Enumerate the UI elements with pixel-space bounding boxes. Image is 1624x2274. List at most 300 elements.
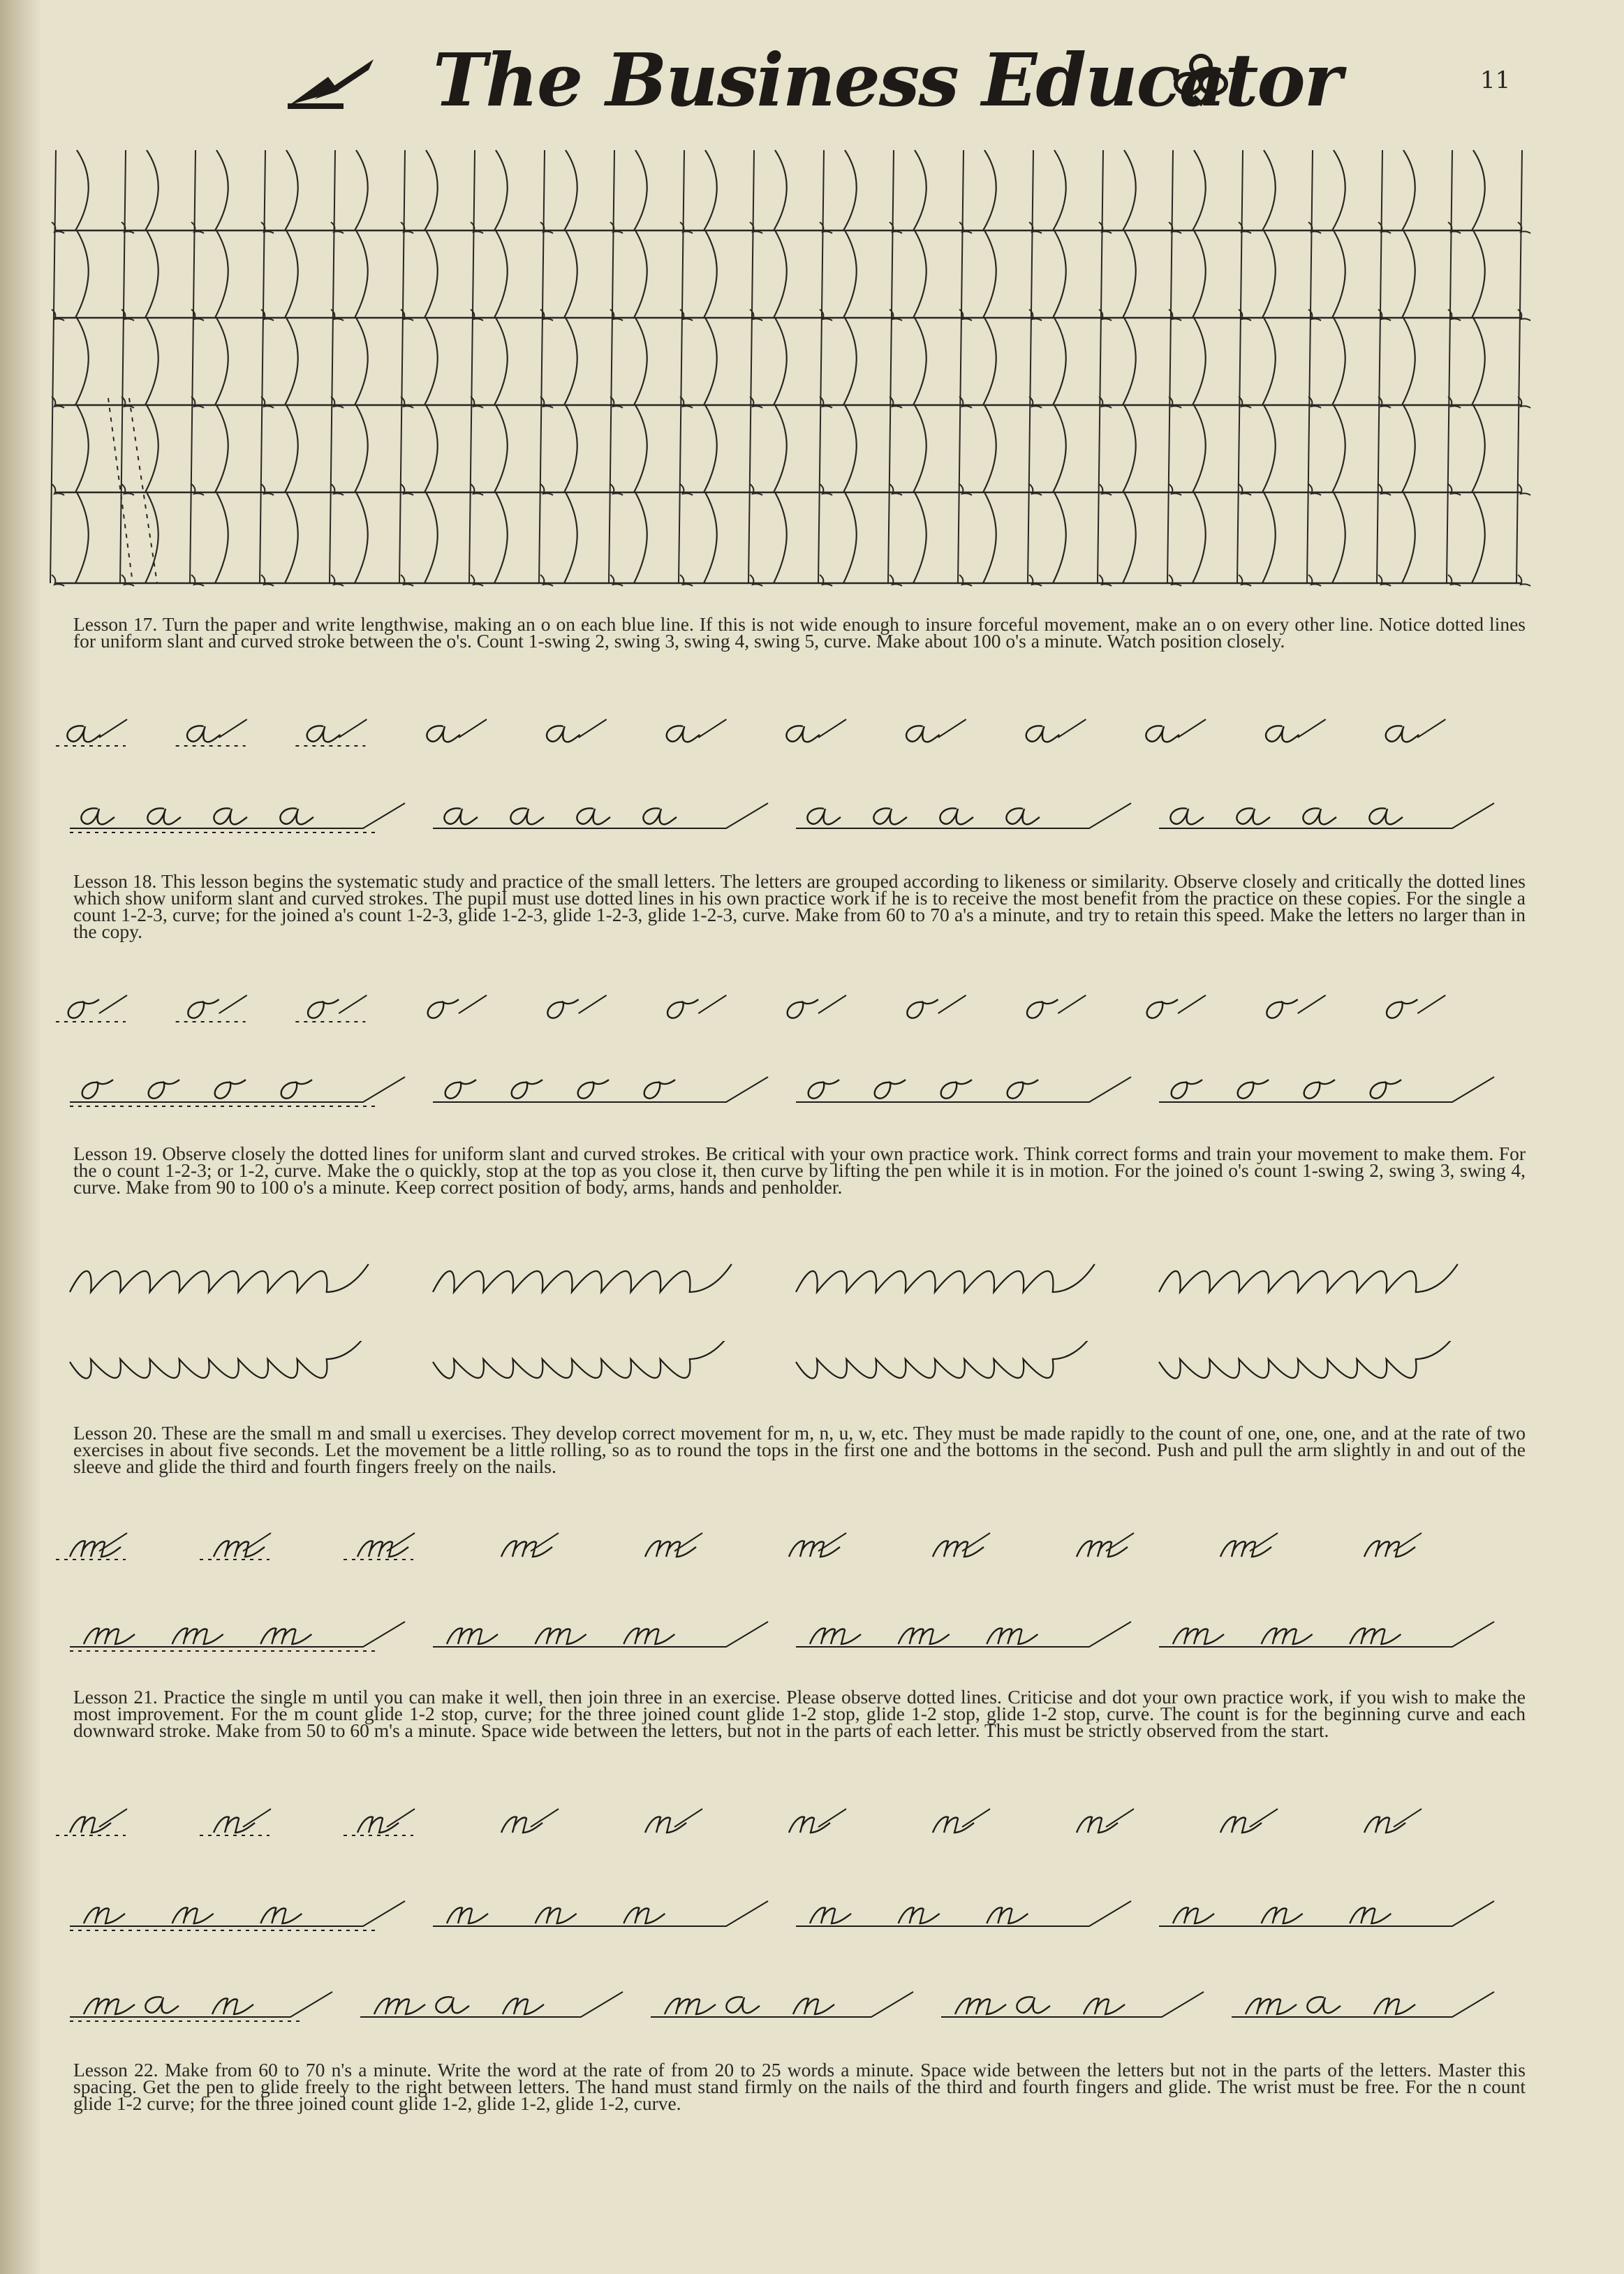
script-connecting-stroke xyxy=(70,1901,405,1926)
grid-o-mark xyxy=(540,575,553,586)
script-row-single-m xyxy=(42,1519,1550,1582)
script-letter-o xyxy=(941,1080,972,1099)
grid-o-mark xyxy=(52,222,64,233)
grid-o-mark xyxy=(820,397,832,408)
grid-column-line xyxy=(260,150,265,583)
grid-o-mark xyxy=(191,484,204,495)
grid-swing-stroke xyxy=(1053,318,1066,405)
grid-swing-stroke xyxy=(634,318,647,405)
script-letter-a xyxy=(280,808,313,824)
script-letter-n xyxy=(1262,1908,1303,1923)
grid-swing-stroke xyxy=(564,318,577,405)
script-letter-o xyxy=(1007,1080,1038,1099)
grid-o-mark xyxy=(1239,484,1251,495)
grid-o-mark xyxy=(959,484,972,495)
masthead-title: The Business Educator xyxy=(433,37,1341,123)
grid-swing-stroke xyxy=(75,150,89,230)
script-letter-a xyxy=(940,808,973,824)
grid-swing-stroke xyxy=(634,492,647,583)
script-letter-m xyxy=(357,1541,408,1557)
grid-swing-stroke xyxy=(1402,492,1415,583)
script-connecting-stroke xyxy=(796,1901,1131,1926)
script-finish-stroke xyxy=(1178,995,1206,1013)
grid-swing-stroke xyxy=(1262,150,1276,230)
script-letter-o xyxy=(788,999,818,1018)
grid-o-mark xyxy=(959,222,972,233)
script-letter-n xyxy=(84,1908,125,1923)
grid-swing-stroke xyxy=(634,230,647,318)
grid-swing-stroke xyxy=(425,150,438,230)
script-connecting-stroke xyxy=(433,1077,768,1102)
grid-swing-stroke xyxy=(494,405,508,492)
grid-swing-stroke xyxy=(1123,230,1136,318)
script-letter-n xyxy=(1350,1908,1391,1923)
grid-column-line xyxy=(190,150,195,583)
grid-swing-stroke xyxy=(1332,405,1345,492)
script-letter-a xyxy=(667,726,700,742)
grid-o-mark xyxy=(1448,397,1461,408)
grid-o-mark xyxy=(401,484,413,495)
script-letter-a xyxy=(1303,808,1336,824)
script-letter-o xyxy=(82,1080,113,1099)
grid-o-mark xyxy=(1308,397,1321,408)
grid-swing-stroke xyxy=(355,405,368,492)
grid-swing-stroke xyxy=(145,318,158,405)
grid-column-line xyxy=(539,150,545,583)
grid-swing-stroke xyxy=(494,150,508,230)
grid-swing-stroke xyxy=(1332,150,1345,230)
script-letter-a xyxy=(807,808,841,824)
grid-column-line xyxy=(1516,150,1522,583)
script-finish-stroke xyxy=(1298,995,1326,1013)
script-letter-m xyxy=(70,1541,121,1557)
script-letter-a xyxy=(444,808,478,824)
script-letter-m xyxy=(172,1629,223,1644)
grid-o-mark xyxy=(401,575,413,586)
script-letter-n xyxy=(810,1908,851,1923)
grid-o-mark xyxy=(1169,575,1181,586)
grid-o-mark xyxy=(610,484,623,495)
grid-o-mark xyxy=(1518,484,1530,495)
script-letter-m xyxy=(501,1541,552,1557)
script-letter-o xyxy=(1172,1080,1202,1099)
script-letter-o xyxy=(445,1080,476,1099)
script-row-single-o xyxy=(42,981,1550,1044)
grid-column-line xyxy=(1447,150,1452,583)
script-finish-stroke xyxy=(243,1809,271,1827)
grid-o-mark xyxy=(1239,575,1251,586)
script-letter-n xyxy=(536,1908,577,1923)
grid-swing-stroke xyxy=(983,492,996,583)
grid-o-mark xyxy=(191,397,204,408)
script-finish-stroke xyxy=(698,995,726,1013)
script-finish-stroke xyxy=(99,995,127,1013)
grid-swing-stroke xyxy=(425,492,438,583)
grid-o-mark xyxy=(820,222,832,233)
script-row-oval-m xyxy=(42,1250,1550,1313)
script-row-joined-n xyxy=(42,1886,1550,1949)
script-letter-m xyxy=(955,1999,1006,2014)
script-finish-stroke xyxy=(339,995,367,1013)
script-finish-stroke xyxy=(818,995,846,1013)
script-letter-a xyxy=(1006,808,1040,824)
grid-swing-stroke xyxy=(1123,318,1136,405)
script-letter-n xyxy=(1084,1999,1125,2014)
grid-column-line xyxy=(818,150,824,583)
script-finish-stroke xyxy=(962,1809,990,1827)
script-letter-n xyxy=(1173,1908,1214,1923)
script-oval-u-exercise xyxy=(1159,1341,1458,1379)
grid-swing-stroke xyxy=(75,492,89,583)
script-letter-a xyxy=(214,808,247,824)
script-letter-o xyxy=(1304,1080,1335,1099)
grid-o-mark xyxy=(1378,397,1391,408)
page-number: 11 xyxy=(1480,66,1511,94)
grid-column-line xyxy=(1307,150,1313,583)
grid-column-line xyxy=(1377,150,1382,583)
script-row-single-n xyxy=(42,1795,1550,1858)
script-letter-n xyxy=(70,1817,111,1833)
grid-swing-stroke xyxy=(1123,492,1136,583)
script-finish-stroke xyxy=(674,1809,702,1827)
script-letter-a xyxy=(81,808,115,824)
grid-swing-stroke xyxy=(913,492,927,583)
script-letter-o xyxy=(281,1080,312,1099)
lesson-17-grid-figure xyxy=(42,147,1536,601)
grid-swing-stroke xyxy=(285,230,298,318)
script-finish-stroke xyxy=(531,1809,559,1827)
script-finish-stroke xyxy=(459,995,487,1013)
grid-swing-stroke xyxy=(355,230,368,318)
script-letter-a xyxy=(906,726,940,742)
grid-swing-stroke xyxy=(494,492,508,583)
grid-o-mark xyxy=(1448,484,1461,495)
script-letter-n xyxy=(357,1817,399,1833)
grid-o-mark xyxy=(121,397,134,408)
grid-swing-stroke xyxy=(704,318,717,405)
script-oval-m-exercise xyxy=(1159,1264,1458,1292)
grid-swing-stroke xyxy=(843,150,857,230)
script-finish-stroke xyxy=(579,995,607,1013)
script-letter-m xyxy=(374,1999,425,2014)
grid-o-mark xyxy=(1378,484,1391,495)
grid-o-mark xyxy=(471,222,483,233)
script-finish-stroke xyxy=(1106,1809,1134,1827)
grid-column-line xyxy=(1098,150,1103,583)
lesson-19-text: Lesson 19. Observe closely the dotted lines for uniform slant and curved strokes. Be critical with your own practice work. Think correct forms and train your movement to make them. For the o count 1-2-3; or 1-2, curve. Make the o quickly, stop at the top as you close it, then curve by lifting the pen while it is in motion. For the joined o's count 1-swing 2, swing 3, swing 4, curve. Make from 90 to 100 o's a minute. Keep correct position of body, arms, hands and penholder. xyxy=(73,1143,1526,1198)
script-letter-a xyxy=(307,726,341,742)
grid-o-mark xyxy=(331,575,344,586)
grid-swing-stroke xyxy=(564,230,577,318)
grid-swing-stroke xyxy=(774,405,787,492)
grid-swing-stroke xyxy=(843,492,857,583)
script-letter-a xyxy=(67,726,101,742)
grid-swing-stroke xyxy=(145,405,158,492)
grid-swing-stroke xyxy=(634,405,647,492)
grid-o-mark xyxy=(191,222,204,233)
grid-swing-stroke xyxy=(564,492,577,583)
grid-o-mark xyxy=(1169,397,1181,408)
grid-o-mark xyxy=(1029,222,1042,233)
grid-o-mark xyxy=(959,575,972,586)
script-letter-o xyxy=(188,999,219,1018)
script-letter-o xyxy=(1238,1080,1269,1099)
grid-o-mark xyxy=(1308,575,1321,586)
grid-o-mark xyxy=(1169,222,1181,233)
grid-column-line xyxy=(469,150,475,583)
grid-swing-stroke xyxy=(704,150,717,230)
script-letter-a xyxy=(1307,1997,1341,2013)
script-letter-n xyxy=(260,1908,302,1923)
script-letter-m xyxy=(1220,1541,1271,1557)
grid-swing-stroke xyxy=(145,492,158,583)
script-letter-o xyxy=(667,999,698,1018)
grid-swing-stroke xyxy=(425,230,438,318)
script-letter-m xyxy=(623,1629,674,1644)
grid-swing-stroke xyxy=(1332,492,1345,583)
script-letter-a xyxy=(643,808,677,824)
script-letter-o xyxy=(809,1080,839,1099)
grid-swing-stroke xyxy=(1472,230,1485,318)
script-letter-o xyxy=(149,1080,179,1099)
script-letter-m xyxy=(84,1629,135,1644)
grid-o-mark xyxy=(540,484,553,495)
grid-swing-stroke xyxy=(215,405,228,492)
grid-o-mark xyxy=(1239,222,1251,233)
grid-o-mark xyxy=(680,397,693,408)
grid-o-mark xyxy=(261,484,274,495)
grid-o-mark xyxy=(331,222,344,233)
grid-swing-stroke xyxy=(355,318,368,405)
script-letter-m xyxy=(447,1629,498,1644)
script-letter-a xyxy=(1146,726,1179,742)
grid-swing-stroke xyxy=(1472,318,1485,405)
grid-column-line xyxy=(120,150,126,583)
script-letter-m xyxy=(810,1629,861,1644)
grid-swing-stroke xyxy=(1472,405,1485,492)
grid-swing-stroke xyxy=(285,405,298,492)
lesson-20-text: Lesson 20. These are the small m and small u exercises. They develop correct movement for m, n, u, w, etc. They must be made rapidly to the count of one, one, one, and at the rate of two exercises in about five seconds. Let the movement be a little rolling, so as to round the tops in the first one and the bottoms in the second. Push and pull the arm slightly in and out of the sleeve and glide the third and fourth fingers freely on the nails. xyxy=(73,1422,1526,1477)
script-letter-n xyxy=(214,1817,255,1833)
script-oval-u-exercise xyxy=(433,1341,732,1379)
grid-swing-stroke xyxy=(215,318,228,405)
script-letter-a xyxy=(145,1997,179,2013)
script-letter-a xyxy=(547,726,580,742)
page-spine-shadow xyxy=(0,0,42,2274)
script-letter-m xyxy=(987,1629,1038,1644)
script-letter-n xyxy=(503,1999,544,2014)
grid-swing-stroke xyxy=(843,318,857,405)
script-finish-stroke xyxy=(698,719,726,738)
script-letter-a xyxy=(1266,726,1299,742)
grid-o-mark xyxy=(331,484,344,495)
grid-swing-stroke xyxy=(983,230,996,318)
script-letter-m xyxy=(899,1629,950,1644)
grid-swing-stroke xyxy=(704,230,717,318)
script-letter-a xyxy=(1386,726,1419,742)
dotted-slant-line xyxy=(129,398,157,583)
grid-o-mark xyxy=(471,484,483,495)
script-letter-a xyxy=(1369,808,1403,824)
script-letter-n xyxy=(1374,1999,1415,2014)
grid-o-mark xyxy=(1099,575,1112,586)
script-letter-a xyxy=(1170,808,1204,824)
script-oval-m-exercise xyxy=(433,1264,732,1292)
grid-swing-stroke xyxy=(215,492,228,583)
grid-o-mark xyxy=(1518,575,1530,586)
grid-swing-stroke xyxy=(425,405,438,492)
grid-o-mark xyxy=(1029,575,1042,586)
script-letter-m xyxy=(260,1629,311,1644)
grid-o-mark xyxy=(1308,222,1321,233)
grid-o-mark xyxy=(1448,575,1461,586)
grid-column-line xyxy=(958,150,964,583)
grid-o-mark xyxy=(52,484,64,495)
grid-swing-stroke xyxy=(983,318,996,405)
script-finish-stroke xyxy=(1178,719,1206,738)
script-letter-a xyxy=(577,808,610,824)
grid-swing-stroke xyxy=(285,492,298,583)
grid-o-mark xyxy=(889,222,902,233)
grid-o-mark xyxy=(121,222,134,233)
script-finish-stroke xyxy=(219,995,247,1013)
grid-o-mark xyxy=(401,222,413,233)
grid-o-mark xyxy=(1099,484,1112,495)
script-letter-a xyxy=(873,808,907,824)
grid-o-mark xyxy=(680,484,693,495)
script-letter-o xyxy=(547,999,578,1018)
script-letter-a xyxy=(726,1997,760,2013)
grid-swing-stroke xyxy=(1123,150,1136,230)
grid-swing-stroke xyxy=(774,230,787,318)
script-letter-o xyxy=(215,1080,246,1099)
grid-column-line xyxy=(679,150,684,583)
grid-swing-stroke xyxy=(704,405,717,492)
script-finish-stroke xyxy=(1417,995,1445,1013)
grid-column-line xyxy=(399,150,405,583)
script-letter-n xyxy=(447,1908,488,1923)
script-connecting-stroke xyxy=(433,1901,768,1926)
script-finish-stroke xyxy=(938,719,966,738)
script-row-oval-u xyxy=(42,1341,1550,1404)
script-letter-m xyxy=(1262,1629,1313,1644)
grid-swing-stroke xyxy=(425,318,438,405)
grid-swing-stroke xyxy=(913,405,927,492)
grid-swing-stroke xyxy=(1193,492,1206,583)
script-letter-m xyxy=(1350,1629,1401,1644)
script-letter-m xyxy=(214,1541,265,1557)
script-letter-n xyxy=(789,1817,830,1833)
script-finish-stroke xyxy=(219,719,247,738)
script-letter-o xyxy=(428,999,459,1018)
script-letter-m xyxy=(933,1541,984,1557)
script-letter-o xyxy=(512,1080,542,1099)
grid-o-mark xyxy=(610,222,623,233)
script-finish-stroke xyxy=(1058,995,1086,1013)
grid-swing-stroke xyxy=(1193,405,1206,492)
script-finish-stroke xyxy=(1394,1809,1422,1827)
script-letter-n xyxy=(1220,1817,1262,1833)
script-finish-stroke xyxy=(818,1809,846,1827)
grid-o-mark xyxy=(52,575,64,586)
script-letter-m xyxy=(645,1541,696,1557)
lesson-21-text: Lesson 21. Practice the single m until you can make it well, then join three in an exercise. Please observe dotted lines. Criticise and dot your own practice work, if you wish to make the most improvement. For the m count glide 1-2 stop, curve; for the three joined count glide 1-2 stop, glide 1-2 stop, glide 1-2 stop, curve. The count is for the beginning curve and each downward stroke. Make from 50 to 60 m's a minute. Space wide between the letters, but not in the parts of each letter. This must be strictly observed from the start. xyxy=(73,1686,1526,1741)
grid-o-mark xyxy=(1378,222,1391,233)
grid-o-mark xyxy=(471,575,483,586)
script-letter-n xyxy=(899,1908,940,1923)
grid-swing-stroke xyxy=(1262,492,1276,583)
grid-o-mark xyxy=(401,397,413,408)
grid-swing-stroke xyxy=(1332,230,1345,318)
grid-column-line xyxy=(330,150,335,583)
script-letter-m xyxy=(536,1629,586,1644)
grid-o-mark xyxy=(680,222,693,233)
script-letter-m xyxy=(665,1999,716,2014)
script-letter-o xyxy=(1387,999,1417,1018)
script-letter-o xyxy=(68,999,99,1018)
grid-swing-stroke xyxy=(1472,492,1485,583)
script-letter-a xyxy=(187,726,221,742)
script-letter-o xyxy=(1147,999,1178,1018)
grid-o-mark xyxy=(121,484,134,495)
grid-swing-stroke xyxy=(774,492,787,583)
grid-o-mark xyxy=(1518,222,1530,233)
grid-o-mark xyxy=(750,397,762,408)
grid-swing-stroke xyxy=(564,405,577,492)
grid-swing-stroke xyxy=(564,150,577,230)
script-letter-o xyxy=(875,1080,906,1099)
script-connecting-stroke xyxy=(1159,1077,1494,1102)
grid-swing-stroke xyxy=(75,405,89,492)
script-letter-m xyxy=(789,1541,840,1557)
script-letter-n xyxy=(1364,1817,1405,1833)
grid-o-mark xyxy=(1099,397,1112,408)
script-finish-stroke xyxy=(818,719,846,738)
grid-o-mark xyxy=(540,222,553,233)
script-letter-a xyxy=(1237,808,1270,824)
script-letter-m xyxy=(1364,1541,1415,1557)
script-finish-stroke xyxy=(99,719,127,738)
grid-o-mark xyxy=(680,575,693,586)
quill-icon xyxy=(286,56,377,112)
script-letter-m xyxy=(1077,1541,1128,1557)
grid-o-mark xyxy=(820,575,832,586)
grid-swing-stroke xyxy=(1123,405,1136,492)
grid-swing-stroke xyxy=(1053,150,1066,230)
grid-swing-stroke xyxy=(704,492,717,583)
grid-swing-stroke xyxy=(355,492,368,583)
grid-swing-stroke xyxy=(774,150,787,230)
grid-o-mark xyxy=(261,575,274,586)
grid-o-mark xyxy=(750,575,762,586)
script-letter-m xyxy=(1173,1629,1224,1644)
script-letter-a xyxy=(1017,1997,1050,2013)
script-letter-a xyxy=(147,808,181,824)
grid-column-line xyxy=(50,150,56,583)
script-finish-stroke xyxy=(1417,719,1445,738)
script-finish-stroke xyxy=(99,1809,127,1827)
script-letter-o xyxy=(907,999,938,1018)
script-letter-n xyxy=(933,1817,974,1833)
script-finish-stroke xyxy=(387,1809,415,1827)
grid-swing-stroke xyxy=(1262,230,1276,318)
grid-o-mark xyxy=(1448,222,1461,233)
grid-o-mark xyxy=(1518,397,1530,408)
grid-swing-stroke xyxy=(1402,230,1415,318)
script-letter-n xyxy=(212,1999,253,2014)
grid-swing-stroke xyxy=(1193,230,1206,318)
grid-o-mark xyxy=(1029,397,1042,408)
